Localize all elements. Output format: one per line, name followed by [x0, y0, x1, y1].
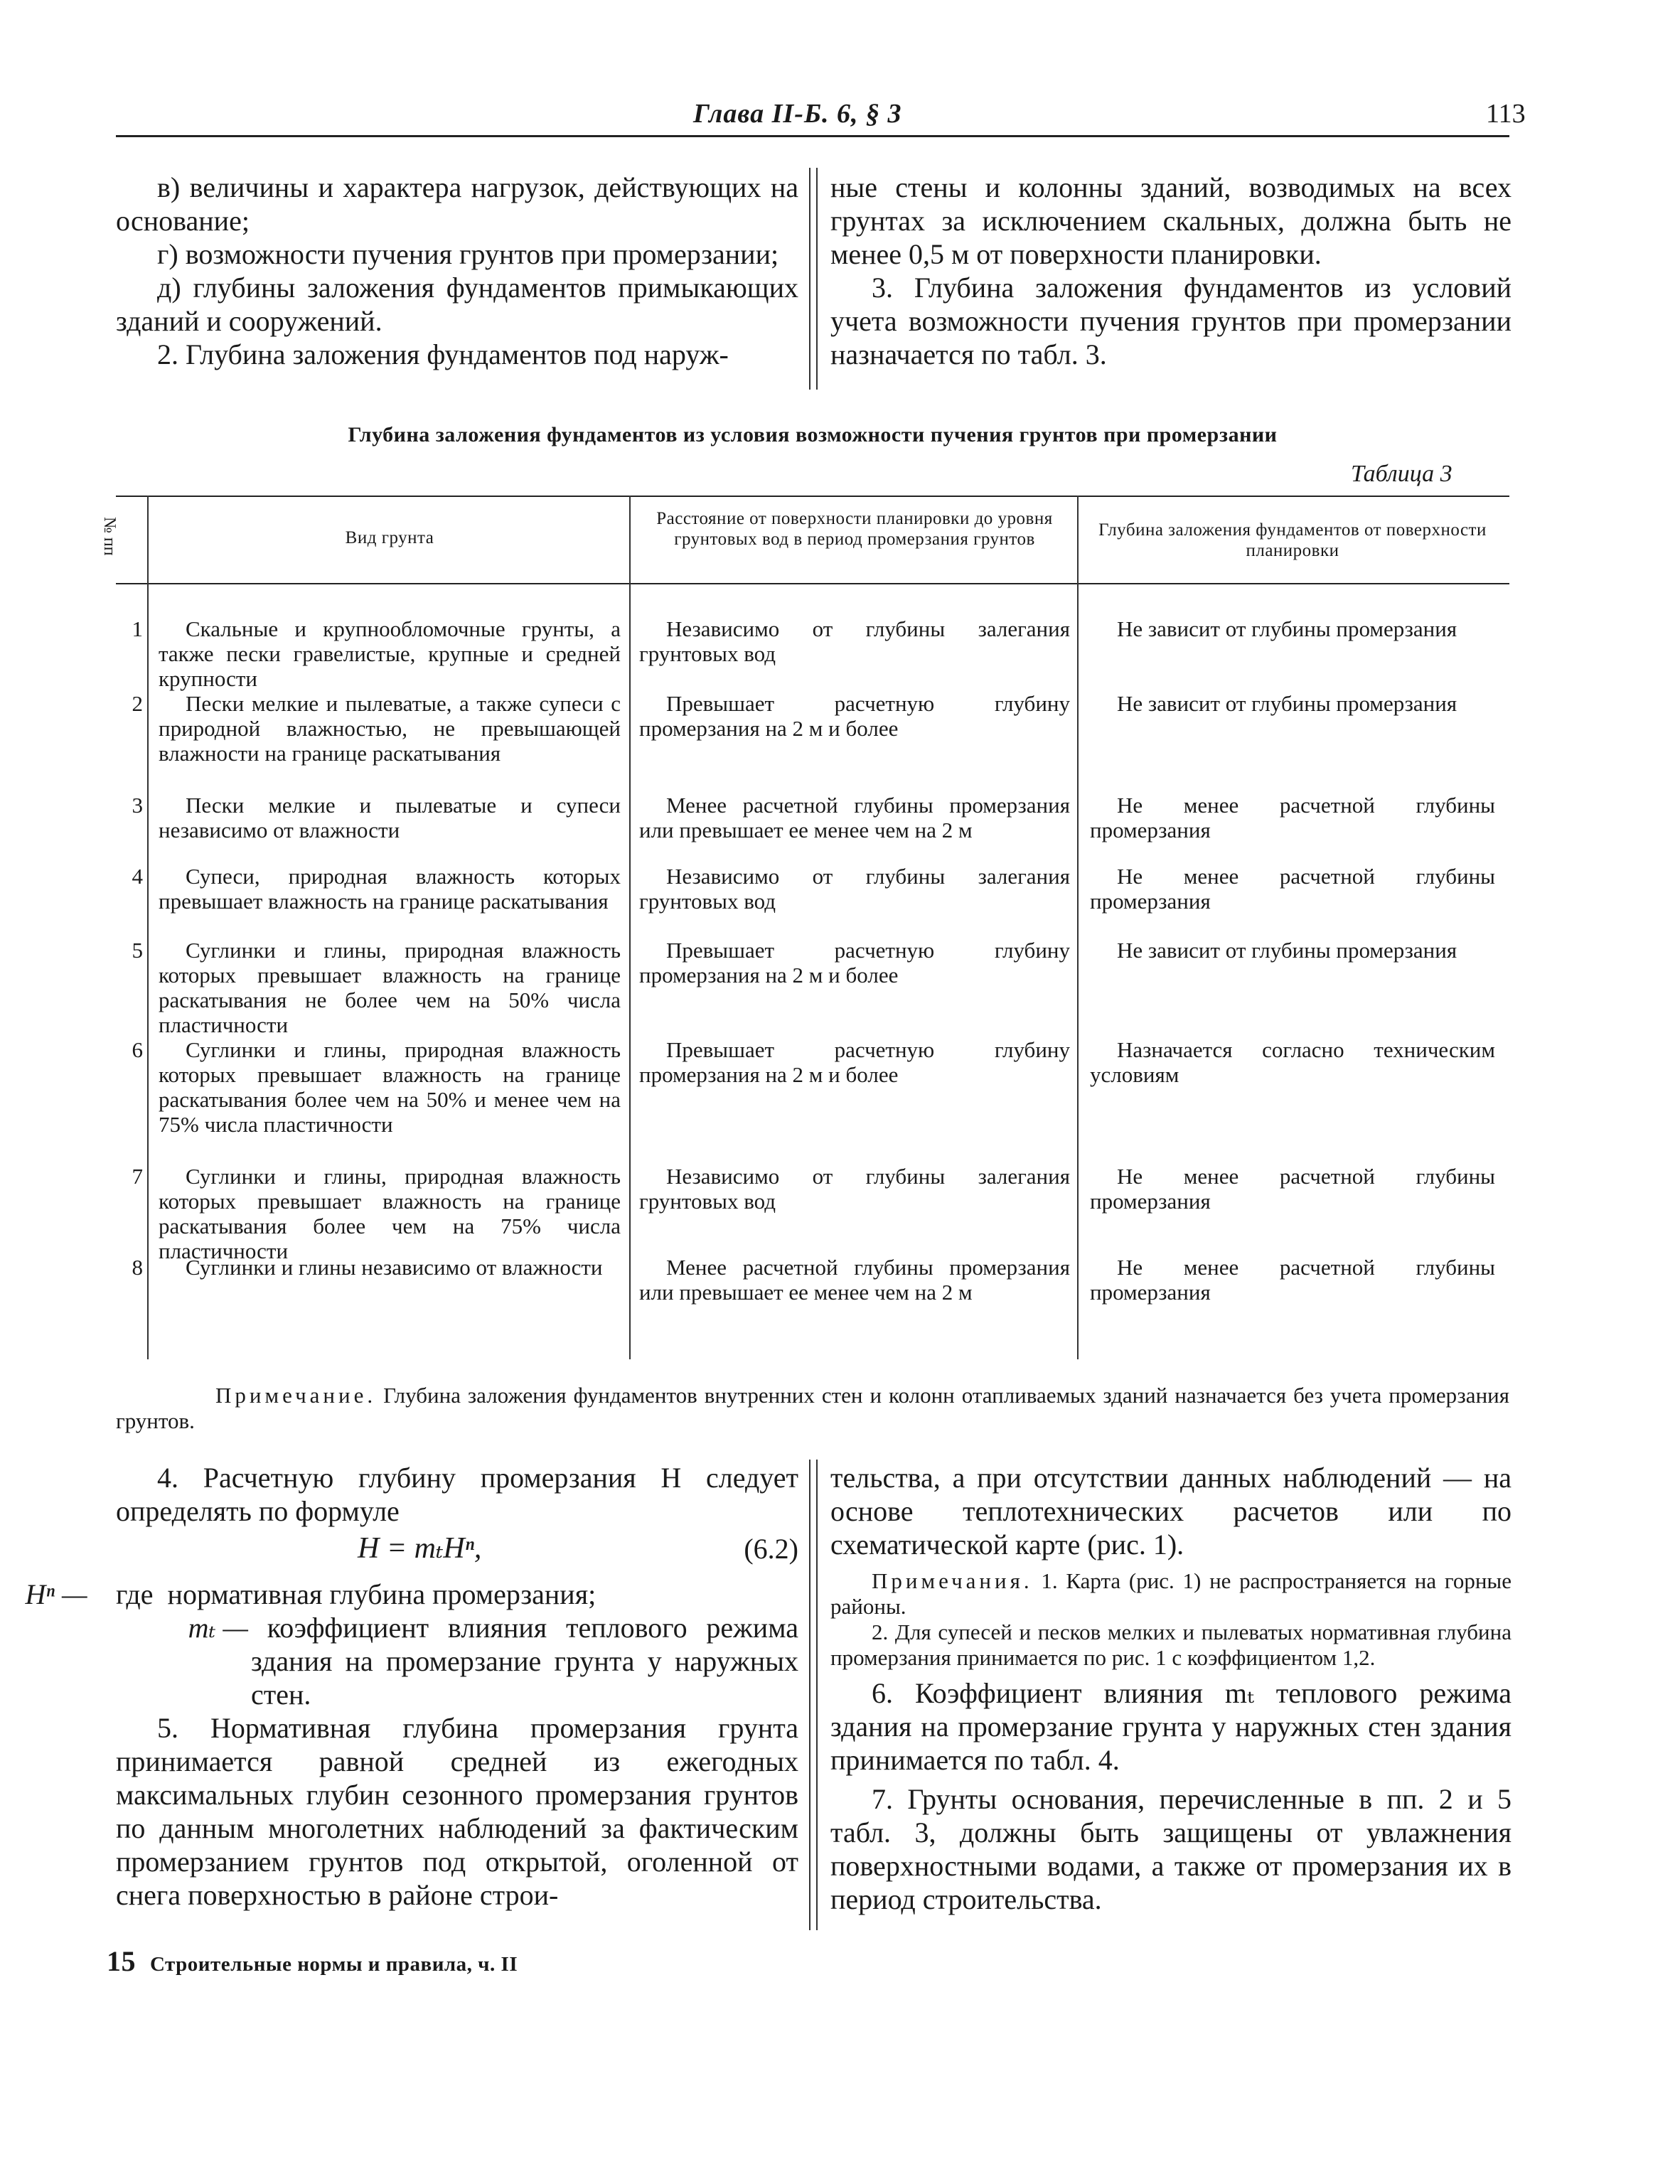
cell-text: Не менее расчетной глубины промерзания	[1090, 1164, 1495, 1214]
header-depth: Глубина заложения фундаментов от поверхности планировки	[1098, 520, 1487, 560]
cell-distance	[639, 691, 1070, 741]
paragraph-6: 6. Коэффициент влияния mₜ теплового режима здания на промерзание грунта у наружных стен здания принимается по табл. 4.	[830, 1677, 1512, 1776]
paragraph-5: 5. Нормативная глубина промерзания грунта принимается равной средней из ежегодных максимальных глубин сезонного промерзания грунтов по данным многолетних наблюдений за фактическим промерзанием грунтов под открытой, оголенной от снега поверхностью в районе строи-	[116, 1712, 798, 1911]
table-header-rule	[116, 583, 1509, 584]
cell-text: Превышает расчетную глубину промерзания на 2 м и более	[639, 691, 1070, 741]
formula-expression: H = mₜHⁿ,	[358, 1532, 482, 1565]
table-title: Глубина заложения фундаментов из условия возможности пучения грунтов при промерзании	[348, 423, 1278, 446]
cell-soil-type	[159, 793, 621, 842]
paragraph: в) величины и характера нагрузок, действующих на основание;	[116, 171, 798, 237]
paragraph: 2. Глубина заложения фундаментов под наруж-	[157, 338, 729, 370]
cell-text: Независимо от глубины залегания грунтовых вод	[639, 1164, 1070, 1214]
cell-text: Супеси, природная влажность которых превышает влажность на границе раскатывания	[159, 864, 621, 914]
soil-table	[100, 496, 1509, 1359]
cell-depth	[1090, 616, 1495, 641]
top-right-column	[830, 171, 1512, 371]
cell-distance	[639, 938, 1070, 987]
where-line-2	[116, 1611, 798, 1711]
column-rule	[629, 496, 631, 1359]
row-number: 3	[132, 793, 143, 818]
page-number: 113	[1486, 99, 1526, 129]
note-label: Примечание.	[215, 1383, 377, 1408]
cell-text: Превышает расчетную глубину промерзания на 2 м и более	[639, 938, 1070, 987]
cell-distance	[639, 1037, 1070, 1087]
formula-number: (6.2)	[744, 1533, 798, 1565]
header-soil-type: Вид грунта	[345, 528, 434, 547]
row-number: 6	[132, 1037, 143, 1062]
column-divider	[809, 168, 818, 390]
cell-depth	[1090, 691, 1495, 716]
paragraph: д) глубины заложения фундаментов примыкающих зданий и сооружений.	[116, 272, 798, 337]
row-number: 2	[132, 691, 143, 716]
cell-soil-type	[159, 1037, 621, 1137]
notes-label: Примечания.	[872, 1568, 1033, 1593]
cell-text: Пески мелкие и пылеватые и супеси независимо от влажности	[159, 793, 621, 842]
symbol-definition: коэффициент влияния теплового режима здания на промерзание грунта у наружных стен.	[251, 1612, 798, 1711]
cell-text: Не зависит от глубины промерзания	[1117, 938, 1457, 963]
row-number: 1	[132, 616, 143, 641]
note-text: 1. Карта (рис. 1) не распространяется на горные районы.	[830, 1568, 1512, 1619]
cell-text: Суглинки и глины, природная влажность которых превышает влажность на границе раскатывания более чем на 50% и менее чем на 75% числа пластичности	[159, 1037, 621, 1137]
cell-text: Скальные и крупнообломочные грунты, а также пески гравелистые, крупные и средней крупности	[159, 616, 621, 691]
cell-text: Пески мелкие и пылеватые, а также супеси с природной влажностью, не превышающей влажности на границе раскатывания	[159, 691, 621, 766]
row-number: 7	[132, 1164, 143, 1189]
note-item	[830, 1568, 1512, 1620]
cell-text: Менее расчетной глубины промерзания или превышает ее менее чем на 2 м	[639, 1255, 1070, 1305]
cell-text: Не менее расчетной глубины промерзания	[1090, 1255, 1495, 1305]
cell-depth	[1090, 1255, 1495, 1305]
signature-number: 15	[107, 1945, 136, 1977]
cell-text: Назначается согласно техническим условиям	[1090, 1037, 1495, 1087]
cell-text: Суглинки и глины, природная влажность которых превышает влажность на границе раскатывания более чем на 75% числа пластичности	[159, 1164, 621, 1263]
paragraph: г) возможности пучения грунтов при промерзании;	[157, 238, 779, 270]
paragraph-4: 4. Расчетную глубину промерзания H следует определять по формуле	[116, 1462, 798, 1527]
row-number: 5	[132, 938, 143, 963]
header-num: № пп	[100, 517, 119, 556]
cell-text: Независимо от глубины залегания грунтовых вод	[639, 616, 1070, 666]
header-rule	[116, 135, 1509, 137]
formula	[116, 1532, 798, 1573]
cell-distance	[639, 1255, 1070, 1305]
cell-depth	[1090, 793, 1495, 842]
running-header: Глава II-Б. 6, § 3	[693, 99, 902, 129]
where-line-1: где Hⁿ — нормативная глубина промерзания;	[25, 1578, 596, 1610]
cell-distance	[639, 616, 1070, 666]
cell-text: Не зависит от глубины промерзания	[1117, 691, 1457, 716]
cell-depth	[1090, 1037, 1495, 1087]
cell-depth	[1090, 864, 1495, 914]
row-number: 4	[132, 864, 143, 889]
cell-distance	[639, 793, 1070, 842]
column-rule	[1077, 496, 1079, 1359]
paragraph: 3. Глубина заложения фундаментов из условий учета возможности пучения грунтов при промерзании назначается по табл. 3.	[830, 272, 1512, 370]
symbol: mₜ —	[188, 1612, 248, 1644]
footer	[107, 1944, 518, 1978]
cell-soil-type	[159, 864, 621, 914]
footer-text: Строительные нормы и правила, ч. II	[150, 1953, 518, 1976]
cell-text: Превышает расчетную глубину промерзания на 2 м и более	[639, 1037, 1070, 1087]
cell-text: Не зависит от глубины промерзания	[1117, 616, 1457, 641]
row-number: 8	[132, 1255, 143, 1280]
cell-distance	[639, 864, 1070, 914]
paragraph-7: 7. Грунты основания, перечисленные в пп. 2 и 5 табл. 3, должны быть защищены от увлажнения поверхностными водами, а также от промерзания их в период строительства.	[830, 1783, 1512, 1915]
cell-soil-type	[159, 1164, 621, 1263]
cell-soil-type	[159, 1255, 621, 1280]
symbol-definition: нормативная глубина промерзания;	[167, 1578, 596, 1610]
header-distance: Расстояние от поверхности планировки до уровня грунтовых вод в период промерзания грунтов	[656, 509, 1053, 549]
top-left-column	[116, 171, 798, 371]
paragraph: ные стены и колонны зданий, возводимых на всех грунтах за исключением скальных, должна быть не менее 0,5 м от поверхности планировки.	[830, 171, 1512, 270]
where-intro: где	[116, 1578, 154, 1610]
cell-text: Не менее расчетной глубины промерзания	[1090, 793, 1495, 842]
cell-text: Не менее расчетной глубины промерзания	[1090, 864, 1495, 914]
cell-soil-type	[159, 691, 621, 766]
table-note	[116, 1383, 1509, 1434]
bottom-left-column	[25, 1461, 798, 1912]
table-label: Таблица 3	[1351, 461, 1452, 487]
cell-text: Суглинки и глины, природная влажность которых превышает влажность на границе раскатывания не более чем на 50% числа пластичности	[159, 938, 621, 1037]
cell-distance	[639, 1164, 1070, 1214]
cell-text: Суглинки и глины независимо от влажности	[186, 1255, 603, 1280]
cell-text: Менее расчетной глубины промерзания или превышает ее менее чем на 2 м	[639, 793, 1070, 842]
bottom-right-column	[830, 1461, 1512, 1916]
cell-soil-type	[159, 938, 621, 1037]
cell-depth	[1090, 938, 1495, 963]
paragraph-5-continued: тельства, а при отсутствии данных наблюдений — на основе теплотехнических расчетов или по схематической карте (рис. 1).	[830, 1462, 1512, 1561]
note-item: 2. Для супесей и песков мелких и пылеватых нормативная глубина промерзания принимается по рис. 1 с коэффициентом 1,2.	[830, 1620, 1512, 1670]
cell-text: Независимо от глубины залегания грунтовых вод	[639, 864, 1070, 914]
note-text: Глубина заложения фундаментов внутренних стен и колонн отапливаемых зданий назначается без учета промерзания грунтов.	[116, 1383, 1510, 1433]
table-top-rule	[116, 496, 1509, 497]
cell-depth	[1090, 1164, 1495, 1214]
cell-soil-type	[159, 616, 621, 691]
column-rule	[147, 496, 149, 1359]
notes-block	[830, 1568, 1512, 1671]
column-divider	[809, 1460, 818, 1930]
